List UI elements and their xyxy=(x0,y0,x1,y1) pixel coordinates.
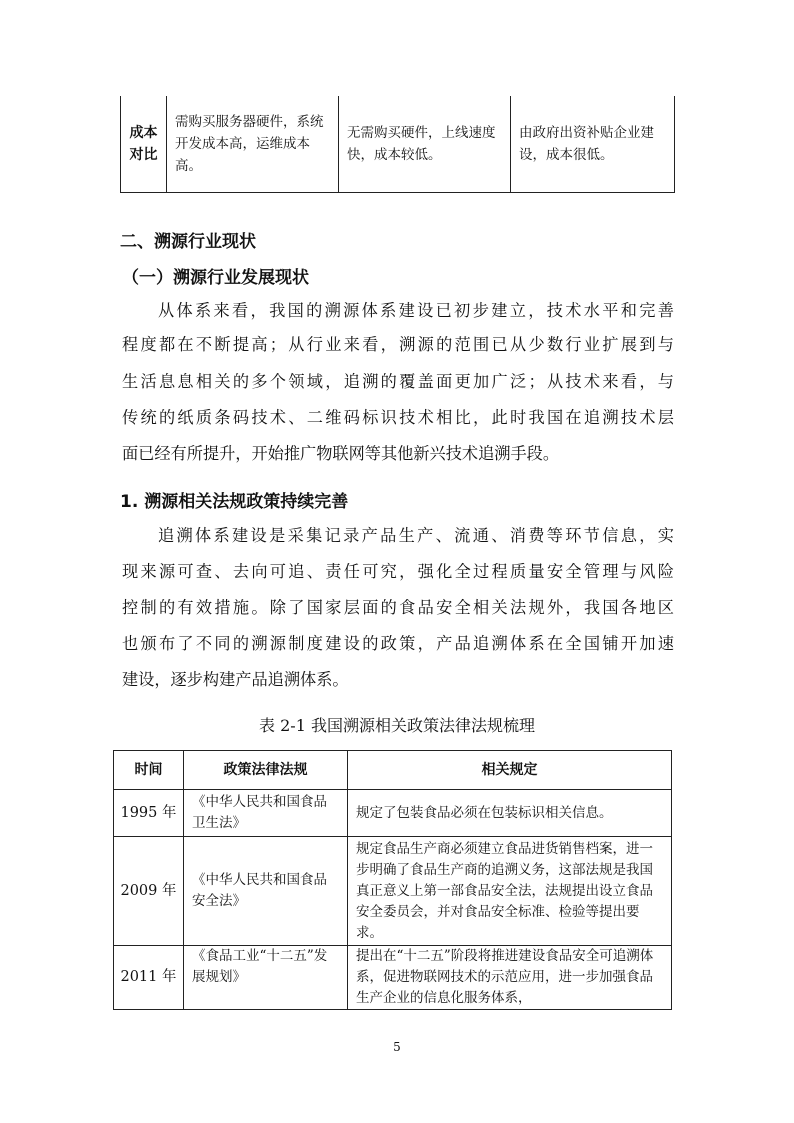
table-row xyxy=(114,790,672,837)
table-row xyxy=(114,946,672,1010)
paragraph1-line: 程度都在不断提高；从行业来看，溯源的范围已从少数行业扩展到与 xyxy=(122,335,674,354)
row-provision: 规定食品生产商必须建立食品进货销售档案，进一步明确了食品生产商的追溯义务，这部法规是我国真正意义上第一部食品安全法，法规提出设立食品安全委员会，并对食品安全标准、检验等提出要求。 xyxy=(348,837,672,946)
paragraph1-line: 面已经有所提升，开始推广物联网等其他新兴技术追溯手段。 xyxy=(122,444,560,463)
paragraph2-line: 现来源可查、去向可追、责任可究，强化全过程质量安全管理与风险 xyxy=(122,562,674,581)
comparison-table xyxy=(120,96,675,193)
table-caption: 表 2-1 我国溯源相关政策法律法规梳理 xyxy=(259,716,535,735)
table-header-row xyxy=(114,751,672,790)
row-law: 《食品工业“十二五”发展规划》 xyxy=(184,946,348,1010)
point1-title: 1. 溯源相关法规政策持续完善 xyxy=(120,492,349,512)
paragraph1-line: 从体系来看，我国的溯源体系建设已初步建立，技术水平和完善 xyxy=(158,301,674,320)
paragraph2-line: 也颁布了不同的溯源制度建设的政策，产品追溯体系在全国铺开加速 xyxy=(122,634,674,653)
subsection-title: （一）溯源行业发展现状 xyxy=(122,268,309,288)
table-row xyxy=(114,837,672,946)
comparison-row-cost xyxy=(121,96,675,193)
paragraph1-line: 生活息息相关的多个领域，追溯的覆盖面更加广泛；从技术来看，与 xyxy=(122,372,674,391)
paragraph1-line: 传统的纸质条码技术、二维码标识技术相比，此时我国在追溯技术层 xyxy=(122,408,674,427)
page-number: 5 xyxy=(393,1040,401,1054)
row-year: 2011 年 xyxy=(114,946,184,1010)
header-provision: 相关规定 xyxy=(348,751,672,790)
comparison-row-header: 成本对比 xyxy=(121,96,167,193)
row-provision: 规定了包装食品必须在包装标识相关信息。 xyxy=(348,790,672,837)
row-provision: 提出在“十二五”阶段将推进建设食品安全可追溯体系，促进物联网技术的示范应用，进一步加强食品生产企业的信息化服务体系， xyxy=(348,946,672,1010)
row-law: 《中华人民共和国食品安全法》 xyxy=(184,837,348,946)
header-time: 时间 xyxy=(114,751,184,790)
comparison-cell-1: 需购买服务器硬件，系统开发成本高，运维成本高。 xyxy=(167,96,339,193)
comparison-cell-3: 由政府出资补贴企业建设，成本很低。 xyxy=(511,96,675,193)
paragraph2-line: 控制的有效措施。除了国家层面的食品安全相关法规外，我国各地区 xyxy=(122,598,674,617)
regulation-table xyxy=(113,750,672,1010)
section-title: 二、溯源行业现状 xyxy=(120,232,256,252)
paragraph2-line: 追溯体系建设是采集记录产品生产、流通、消费等环节信息，实 xyxy=(158,526,674,545)
row-year: 2009 年 xyxy=(114,837,184,946)
comparison-cell-2: 无需购买硬件，上线速度快，成本较低。 xyxy=(339,96,511,193)
paragraph2-line: 建设，逐步构建产品追溯体系。 xyxy=(122,670,349,689)
header-law: 政策法律法规 xyxy=(184,751,348,790)
row-law: 《中华人民共和国食品卫生法》 xyxy=(184,790,348,837)
row-year: 1995 年 xyxy=(114,790,184,837)
